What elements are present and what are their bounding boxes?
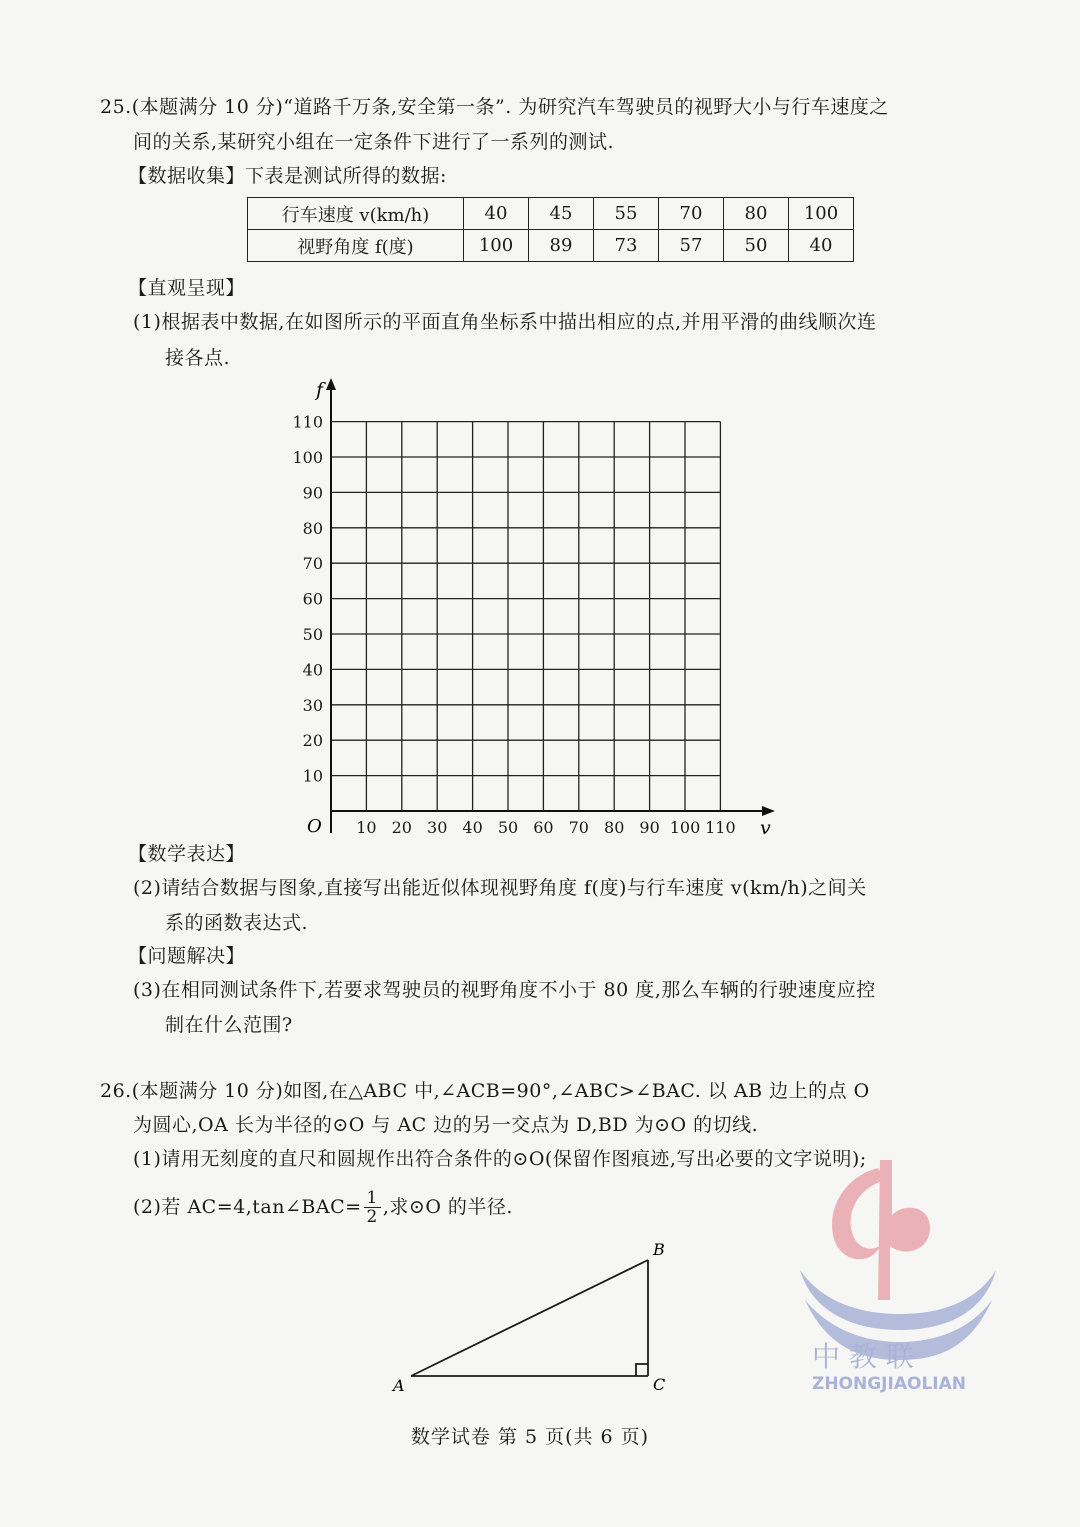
right-angle-mark — [636, 1364, 648, 1376]
table-row1-label: 行车速度 v(km/h) — [248, 198, 464, 230]
q25-math-expr-heading: 【数学表达】 — [128, 843, 246, 865]
q26-line2: 为圆心,OA 长为半径的⊙O 与 AC 边的另一交点为 D,BD 为⊙O 的切线. — [133, 1114, 759, 1136]
y-tick-label: 20 — [302, 731, 323, 751]
q25-intuitive-heading: 【直观呈现】 — [128, 277, 246, 299]
fraction-denominator: 2 — [366, 1206, 378, 1227]
watermark-logo — [800, 1160, 996, 1360]
q26-part2 — [133, 1185, 513, 1229]
table-cell: 45 — [529, 198, 594, 230]
y-tick-label: 40 — [302, 660, 323, 680]
y-axis-label: f — [316, 379, 324, 401]
x-tick-label: 40 — [462, 818, 483, 837]
y-tick-label: 110 — [292, 412, 323, 432]
watermark-cn-text: 中 教 联 — [812, 1340, 914, 1373]
axes — [326, 378, 775, 833]
q25-part2-line1: (2)请结合数据与图象,直接写出能近似体现视野角度 f(度)与行车速度 v(km/h)之间关 — [133, 877, 867, 899]
q25-problem-solve-heading: 【问题解决】 — [128, 945, 246, 967]
x-tick-label: 60 — [533, 818, 554, 837]
q25-line1: 25.(本题满分 10 分)“道路千万条,安全第一条”. 为研究汽车驾驶员的视野大小与行车速度之 — [100, 96, 889, 118]
q25-line2: 间的关系,某研究小组在一定条件下进行了一系列的测试. — [133, 131, 615, 153]
tick-labels — [292, 413, 735, 837]
table-cell: 80 — [724, 198, 789, 230]
x-tick-label: 20 — [391, 818, 412, 837]
q25-part2-line2: 系的函数表达式. — [165, 912, 309, 934]
x-tick-label: 10 — [356, 818, 377, 837]
q25-part1-line1: (1)根据表中数据,在如图所示的平面直角坐标系中描出相应的点,并用平滑的曲线顺次连 — [133, 311, 877, 333]
table-cell: 73 — [594, 230, 659, 262]
x-axis-arrow — [762, 806, 775, 816]
fraction-one-half — [364, 1189, 381, 1226]
page-footer: 数学试卷 第 5 页(共 6 页) — [410, 1426, 650, 1448]
x-tick-label: 80 — [604, 818, 625, 837]
watermark-en-text: ZHONGJIAOLIAN — [812, 1374, 966, 1394]
y-tick-label: 80 — [302, 518, 323, 538]
y-tick-label: 90 — [302, 483, 323, 503]
x-tick-label: 50 — [497, 818, 519, 837]
x-tick-label: 70 — [568, 818, 589, 837]
side-ab — [411, 1260, 648, 1376]
vertex-a-label: A — [393, 1376, 405, 1395]
table-cell: 89 — [529, 230, 594, 262]
y-tick-label: 100 — [292, 448, 323, 467]
vertex-b-label: B — [653, 1240, 665, 1259]
q25-part3-line2: 制在什么范围? — [165, 1014, 293, 1036]
q25-part3-line1: (3)在相同测试条件下,若要求驾驶员的视野角度不小于 80 度,那么车辆的行驶速度应控 — [133, 979, 876, 1001]
table-cell: 100 — [464, 230, 529, 262]
q26-line1: 26.(本题满分 10 分)如图,在△ABC 中,∠ACB=90°,∠ABC>∠BAC. 以 AB 边上的点 O — [100, 1080, 870, 1102]
q26-part2-suffix: ,求⊙O 的半径. — [382, 1196, 513, 1218]
grid-lines — [331, 422, 720, 811]
y-axis-arrow — [326, 378, 336, 390]
table-cell: 40 — [789, 230, 854, 262]
y-tick-label: 60 — [302, 589, 323, 609]
x-tick-label: 100 — [669, 818, 701, 837]
table-cell: 55 — [594, 198, 659, 230]
x-tick-label: 30 — [427, 818, 448, 837]
y-tick-label: 50 — [302, 625, 323, 644]
vertex-c-label: C — [653, 1375, 666, 1394]
x-tick-label: 90 — [639, 818, 660, 837]
x-axis-label: v — [760, 817, 771, 839]
table-cell: 100 — [789, 198, 854, 230]
triangle-figure — [411, 1260, 648, 1376]
q26-part1: (1)请用无刻度的直尺和圆规作出符合条件的⊙O(保留作图痕迹,写出必要的文字说明); — [133, 1148, 867, 1170]
table-cell: 40 — [464, 198, 529, 230]
table-row2-label: 视野角度 f(度) — [248, 230, 464, 262]
fraction-numerator: 1 — [364, 1189, 381, 1208]
origin-label: O — [307, 816, 322, 837]
x-tick-label: 110 — [705, 818, 736, 837]
table-cell: 50 — [724, 230, 789, 262]
q25-data-collect-heading: 【数据收集】下表是测试所得的数据: — [128, 165, 447, 187]
table-cell: 70 — [659, 198, 724, 230]
y-tick-label: 10 — [302, 766, 323, 786]
y-tick-label: 70 — [302, 554, 323, 574]
table-cell: 57 — [659, 230, 724, 262]
q26-part2-prefix: (2)若 AC=4,tan∠BAC= — [133, 1196, 362, 1218]
q25-part1-line2: 接各点. — [165, 347, 231, 369]
y-tick-label: 30 — [302, 695, 323, 715]
